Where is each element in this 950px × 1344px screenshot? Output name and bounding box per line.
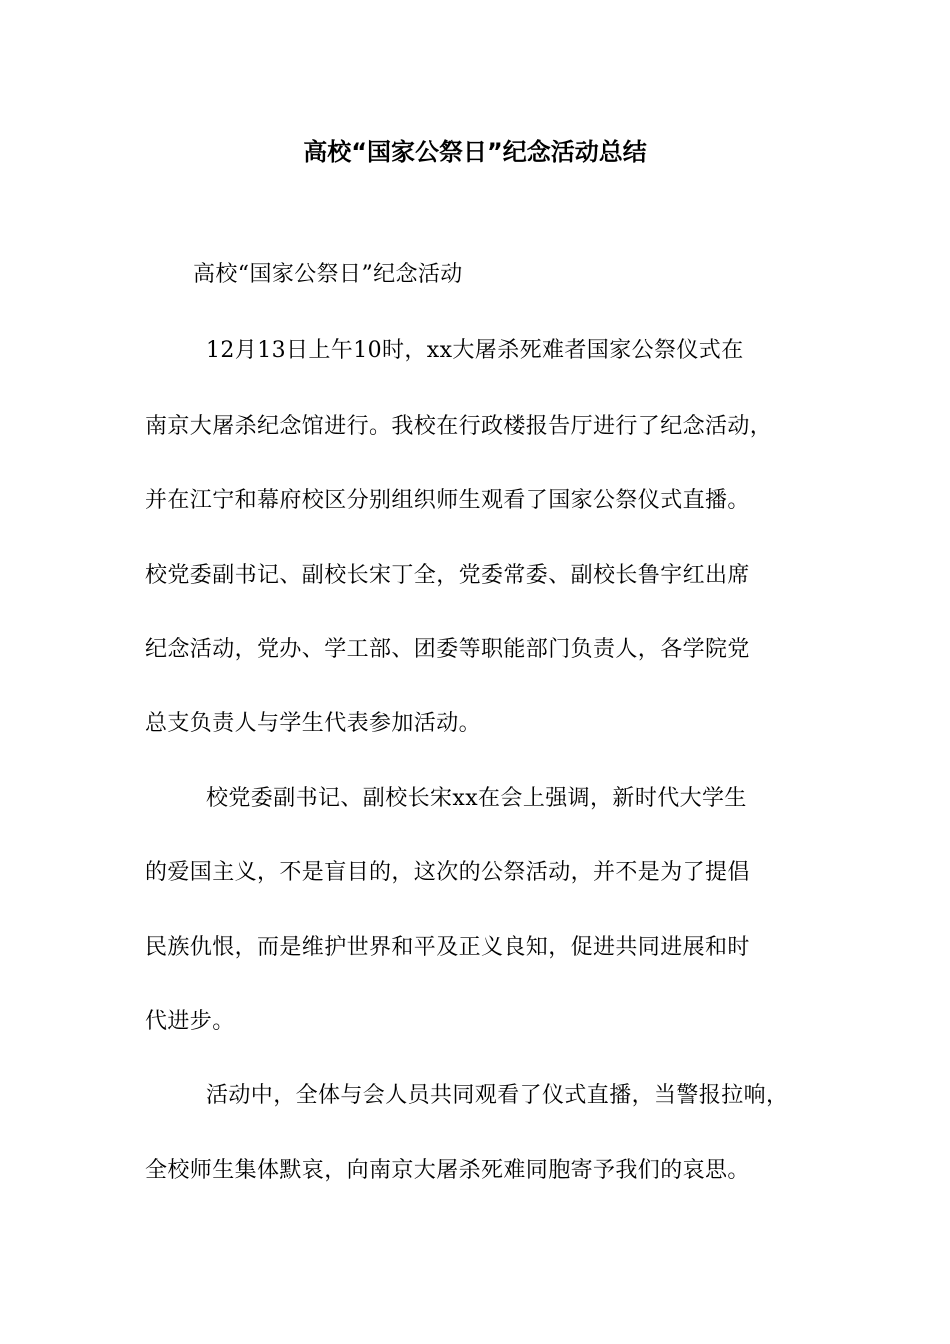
paragraph-2-line-1: 校党委副书记、副校长宋xx在会上强调，新时代大学生 xyxy=(206,786,747,811)
paragraph-2-line-2: 的爱国主义，不是盲目的，这次的公祭活动，并不是为了提倡 xyxy=(145,860,750,885)
paragraph-3-line-1: 活动中，全体与会人员共同观看了仪式直播，当警报拉响， xyxy=(206,1083,789,1108)
paragraph-2-line-4: 代进步。 xyxy=(145,1009,235,1034)
paragraph-1-line-2: 南京大屠杀纪念馆进行。我校在行政楼报告厅进行了纪念活动， xyxy=(145,414,773,439)
document-title: 高校“国家公祭日”纪念活动总结 xyxy=(303,138,647,166)
paragraph-1-line-3: 并在江宁和幕府校区分别组织师生观看了国家公祭仪式直播。 xyxy=(145,488,750,513)
paragraph-1-line-6: 总支负责人与学生代表参加活动。 xyxy=(145,711,482,736)
subtitle-line: 高校“国家公祭日”纪念活动 xyxy=(193,262,463,287)
paragraph-1-line-1: 12月13日上午10时，xx大屠杀死难者国家公祭仪式在 xyxy=(206,338,744,363)
paragraph-2-line-3: 民族仇恨，而是维护世界和平及正义良知，促进共同进展和时 xyxy=(145,935,750,960)
paragraph-1-line-4: 校党委副书记、副校长宋丁全，党委常委、副校长鲁宇红出席 xyxy=(145,563,750,588)
paragraph-3-line-2: 全校师生集体默哀，向南京大屠杀死难同胞寄予我们的哀思。 xyxy=(145,1158,750,1183)
paragraph-1-line-5: 纪念活动，党办、学工部、团委等职能部门负责人，各学院党 xyxy=(145,637,750,662)
